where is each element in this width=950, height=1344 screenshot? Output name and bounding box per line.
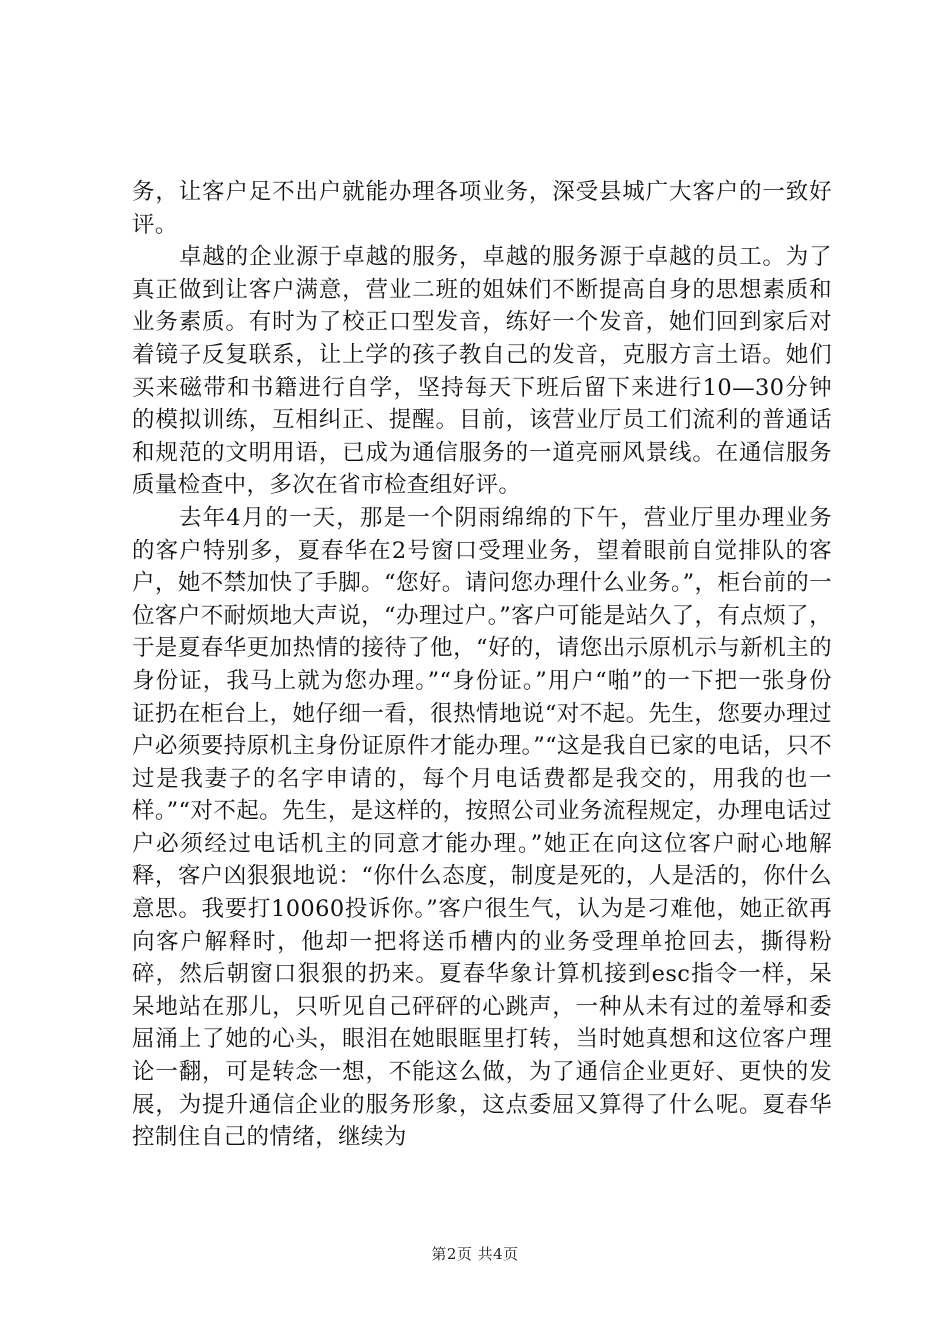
document-body — [132, 176, 832, 1154]
paragraph-service-training: 卓越的企业源于卓越的服务，卓越的服务源于卓越的员工。为了真正做到让客户满意，营业二班的姐妹们不断提高自身的思想素质和业务素质。有时为了校正口型发音，练好一个发音，她们回到家后对着镜子反复联系，让上学的孩子教自己的发音，克服方言土语。她们买来磁带和书籍进行自学，坚持每天下班后留下来进行10—30分钟的模拟训练，互相纠正、提醒。目前，该营业厅员工们流利的普通话和规范的文明用语，已成为通信服务的一道亮丽风景线。在通信服务质量检查中，多次在省市检查组好评。 — [132, 244, 832, 499]
paragraph-continuation: 务，让客户足不出户就能办理各项业务，深受县城广大客户的一致好评。 — [132, 179, 832, 238]
page-number-footer: 第2页 共4页 — [431, 1245, 519, 1263]
paragraph-customer-incident: 去年4月的一天，那是一个阴雨绵绵的下午，营业厅里办理业务的客户特别多，夏春华在2号窗口受理业务，望着眼前自觉排队的客户，她不禁加快了手脚。“您好。请问您办理什么业务。”，柜台前的一位客户不耐烦地大声说，“办理过户。”客户可能是站久了，有点烦了，于是夏春华更加热情的接待了他，“好的，请您出示原机示与新机主的身份证，我马上就为您办理。”“身份证。”用户“啪”的一下把一张身份证扔在柜台上，她仔细一看，很热情地说“对不起。先生，您要办理过户必须要持原机主身份证原件才能办理。”“这是我自已家的电话，只不过是我妻子的名字申请的，每个月电话费都是我交的，用我的也一样。”“对不起。先生，是这样的，按照公司业务流程规定，办理电话过户必须经过电话机主的同意才能办理。”她正在向这位客户耐心地解释，客户凶狠狠地说：“你什么态度，制度是死的，人是活的，你什么意思。我要打10060投诉你。”客户很生气，认为是刁难他，她正欲再向客户解释时，他却一把将送币槽内的业务受理单抢回去，撕得粉碎，然后朝窗口狠狠的扔来。夏春华象计算机接到esc指令一样，呆呆地站在那儿，只听见自己砰砰的心跳声，一种从未有过的羞辱和委屈涌上了她的心头，眼泪在她眼眶里打转，当时她真想和这位客户理论一翻，可是转念一想，不能这么做，为了通信企业更好、更快的发展，为提升通信企业的服务形象，这点委屈又算得了什么呢。夏春华控制住自己的情绪，继续为 — [132, 504, 832, 1151]
